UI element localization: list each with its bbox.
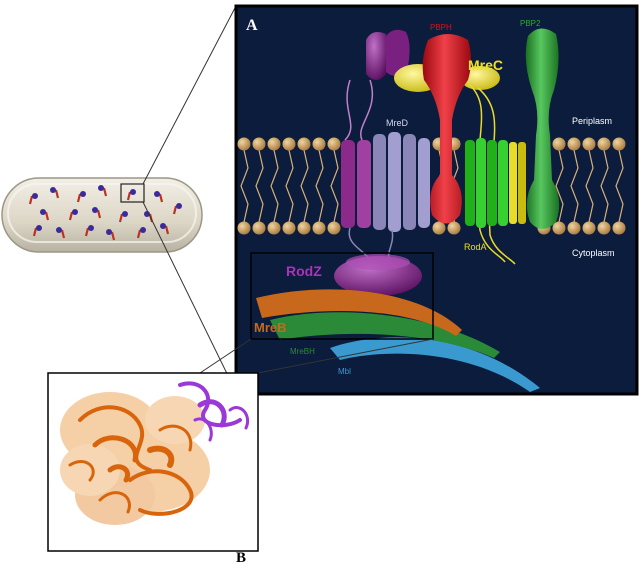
lipid-head — [268, 222, 281, 235]
lipid-head — [568, 138, 581, 151]
lipid-head — [313, 138, 326, 151]
lipid-head — [283, 222, 296, 235]
lipid-head — [283, 138, 296, 151]
lipid-head — [313, 222, 326, 235]
lipid-head — [253, 222, 266, 235]
label-mbl: Mbl — [338, 367, 351, 376]
lipid-head — [253, 138, 266, 151]
lipid-head — [298, 222, 311, 235]
lipid-head — [598, 222, 611, 235]
lipid-head — [553, 138, 566, 151]
lipid-head — [583, 222, 596, 235]
label-periplasm: Periplasm — [572, 116, 613, 126]
lipid-head — [328, 222, 341, 235]
lipid-head — [238, 222, 251, 235]
label-rodz: RodZ — [286, 263, 322, 279]
label-cytoplasm: Cytoplasm — [572, 248, 615, 258]
panel-b-letter: B — [236, 550, 247, 566]
panel-a-letter: A — [246, 17, 258, 34]
panel-b — [48, 373, 258, 566]
lipid-head — [433, 222, 446, 235]
label-pbph: PBPH — [430, 23, 452, 32]
lipid-head — [613, 138, 626, 151]
label-roda: RodA — [464, 242, 487, 252]
label-pbp2: PBP2 — [520, 19, 541, 28]
lipid-head — [448, 222, 461, 235]
lipid-head — [328, 138, 341, 151]
lipid-head — [268, 138, 281, 151]
lipid-head — [298, 138, 311, 151]
lipid-head — [598, 138, 611, 151]
lipid-head — [238, 138, 251, 151]
lipid-head — [583, 138, 596, 151]
label-mrec: MreC — [468, 57, 504, 73]
rodz-protein — [334, 254, 422, 296]
lipid-head — [613, 222, 626, 235]
label-mrebh: MreBH — [290, 347, 315, 356]
label-mreb: MreB — [254, 320, 287, 335]
panel-a — [236, 6, 637, 394]
lipid-head — [568, 222, 581, 235]
label-mred: MreD — [386, 118, 408, 128]
zoom-line-top — [143, 6, 236, 184]
